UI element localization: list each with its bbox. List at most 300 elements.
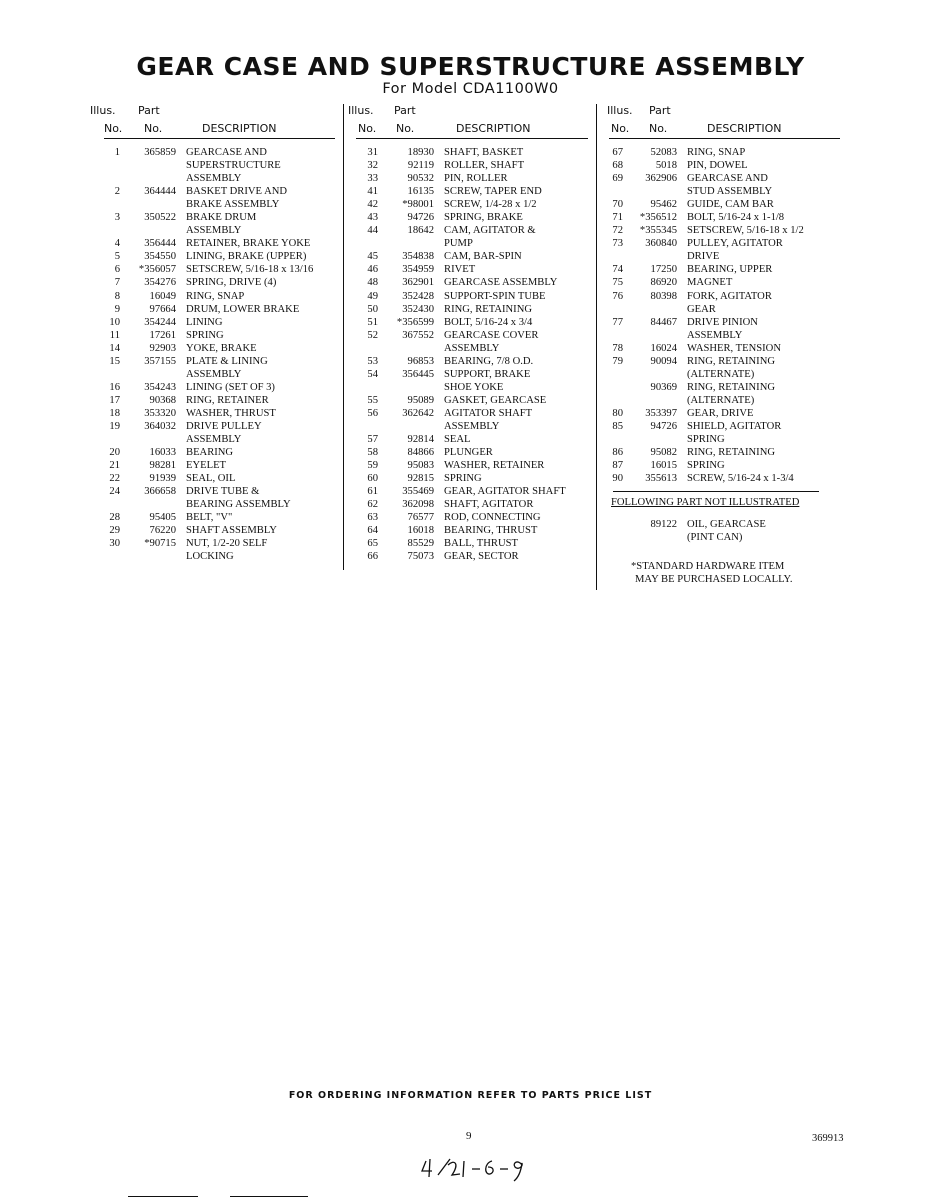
part-number bbox=[120, 224, 176, 237]
list-item bbox=[356, 537, 588, 550]
illus-number bbox=[609, 250, 623, 263]
part-number: 354550 bbox=[144, 251, 176, 263]
part-number: 364444 bbox=[144, 186, 176, 198]
list-item bbox=[104, 185, 335, 198]
part-description: SHAFT, AGITATOR bbox=[444, 499, 534, 511]
illus-number: 9 bbox=[114, 303, 120, 315]
illus-number: 43 bbox=[367, 212, 378, 224]
list-item bbox=[609, 290, 840, 303]
part-description: SHAFT, BASKET bbox=[444, 147, 524, 158]
list-item bbox=[104, 329, 335, 342]
part-number bbox=[120, 368, 176, 381]
list-item bbox=[609, 329, 840, 342]
illus-number: 54 bbox=[367, 368, 378, 380]
illus-number: 28 bbox=[109, 512, 120, 524]
part-description: BRAKE ASSEMBLY bbox=[186, 199, 280, 211]
part-number: *356057 bbox=[138, 264, 176, 276]
part-number: 97664 bbox=[149, 303, 176, 315]
part-description: RING, RETAINING bbox=[444, 303, 533, 315]
document-number: 369913 bbox=[812, 1133, 844, 1144]
part-number: 84866 bbox=[407, 447, 434, 459]
part-number: *355345 bbox=[639, 225, 677, 237]
part-number: 17250 bbox=[650, 264, 677, 276]
part-number: 353320 bbox=[144, 407, 176, 419]
illus-number: 7 bbox=[114, 277, 120, 289]
list-item bbox=[356, 498, 588, 511]
illus-number: 15 bbox=[109, 355, 120, 367]
illus-number: 49 bbox=[367, 290, 378, 302]
part-number: 95405 bbox=[149, 512, 176, 524]
list-item bbox=[104, 303, 335, 316]
part-description: PULLEY, AGITATOR bbox=[687, 238, 783, 250]
column-header bbox=[609, 104, 840, 139]
illus-number: 64 bbox=[367, 525, 378, 537]
part-description: RING, RETAINING bbox=[687, 355, 776, 367]
illus-no-header: No. bbox=[104, 122, 123, 135]
part-description: DRIVE TUBE & bbox=[186, 486, 260, 498]
part-description: ASSEMBLY bbox=[444, 342, 500, 354]
part-description: SUPPORT-SPIN TUBE bbox=[444, 290, 546, 302]
illus-number: 20 bbox=[109, 447, 120, 459]
part-description: LOCKING bbox=[186, 551, 234, 563]
part-number: 16049 bbox=[149, 290, 176, 302]
list-item bbox=[609, 368, 840, 381]
part-number: 354276 bbox=[144, 277, 176, 289]
list-item bbox=[104, 263, 335, 276]
list-item bbox=[104, 146, 335, 159]
list-item bbox=[104, 524, 335, 537]
illus-no-header: No. bbox=[611, 122, 630, 135]
part-description: RING, RETAINING bbox=[687, 447, 776, 459]
part-number: 95083 bbox=[407, 460, 434, 472]
part-number bbox=[623, 368, 677, 381]
illus-number: 67 bbox=[612, 147, 623, 158]
illus-number: 4 bbox=[114, 238, 120, 250]
part-description: RING, SNAP bbox=[186, 290, 245, 302]
part-description: SUPERSTRUCTURE bbox=[186, 160, 281, 172]
part-description: SCREW, 5/16-24 x 1-3/4 bbox=[687, 473, 794, 485]
part-number bbox=[623, 531, 677, 544]
illus-number: 14 bbox=[109, 342, 120, 354]
illus-number bbox=[356, 342, 378, 355]
list-item bbox=[104, 407, 335, 420]
part-number: 352428 bbox=[402, 290, 434, 302]
part-number: 16018 bbox=[407, 525, 434, 537]
list-item bbox=[104, 498, 335, 511]
part-description: BALL, THRUST bbox=[444, 538, 518, 550]
not-illustrated-section bbox=[609, 491, 840, 586]
part-description: RIVET bbox=[444, 264, 476, 276]
list-item bbox=[609, 172, 840, 185]
list-item bbox=[356, 381, 588, 394]
part-description: DRIVE PULLEY bbox=[186, 420, 262, 432]
illus-number: 58 bbox=[367, 447, 378, 459]
part-number: 364032 bbox=[144, 420, 176, 432]
part-number: 76220 bbox=[149, 525, 176, 537]
part-description: CAM, AGITATOR & bbox=[444, 225, 536, 237]
part-number bbox=[378, 237, 434, 250]
part-description: (ALTERNATE) bbox=[687, 394, 755, 406]
description-header: DESCRIPTION bbox=[202, 122, 277, 135]
part-number: 89122 bbox=[650, 519, 677, 531]
illus-number: 44 bbox=[367, 225, 378, 237]
part-number: 356444 bbox=[144, 238, 176, 250]
parts-list bbox=[609, 146, 840, 485]
illus-number: 72 bbox=[612, 225, 623, 237]
list-item bbox=[104, 394, 335, 407]
handwritten-mark bbox=[420, 1155, 530, 1188]
part-number: 16015 bbox=[650, 460, 677, 472]
list-item bbox=[609, 146, 840, 159]
part-number: *90715 bbox=[144, 538, 176, 550]
list-item bbox=[609, 159, 840, 172]
parts-list bbox=[356, 146, 588, 564]
column-header bbox=[90, 104, 335, 139]
part-number bbox=[120, 172, 176, 185]
part-description: ASSEMBLY bbox=[186, 225, 242, 237]
part-description: DRIVE bbox=[687, 251, 720, 263]
list-item bbox=[609, 420, 840, 433]
list-item bbox=[356, 511, 588, 524]
part-number: 92119 bbox=[407, 160, 434, 172]
part-number: 352430 bbox=[402, 303, 434, 315]
illus-number bbox=[609, 303, 623, 316]
illus-number: 21 bbox=[109, 460, 120, 472]
part-number: 85529 bbox=[407, 538, 434, 550]
illus-number: 24 bbox=[109, 486, 120, 498]
illus-number: 29 bbox=[109, 525, 120, 537]
illus-number: 46 bbox=[367, 264, 378, 276]
part-description: RING, SNAP bbox=[687, 147, 746, 158]
list-item bbox=[356, 459, 588, 472]
page-number: 9 bbox=[466, 1130, 472, 1142]
part-number bbox=[623, 329, 677, 342]
standard-hardware-note: *STANDARD HARDWARE ITEM bbox=[631, 561, 785, 573]
part-number: 16024 bbox=[650, 342, 677, 354]
illus-number: 80 bbox=[612, 407, 623, 419]
list-item bbox=[104, 381, 335, 394]
part-number: 95462 bbox=[650, 199, 677, 211]
list-item bbox=[356, 472, 588, 485]
part-number: 357155 bbox=[144, 355, 176, 367]
part-description: GEARCASE ASSEMBLY bbox=[444, 277, 558, 289]
illus-no-header: No. bbox=[358, 122, 377, 135]
purchase-locally-note: MAY BE PURCHASED LOCALLY. bbox=[635, 574, 793, 586]
illus-number bbox=[104, 550, 120, 563]
list-item bbox=[356, 342, 588, 355]
part-number: 354244 bbox=[144, 316, 176, 328]
part-number: 355469 bbox=[402, 486, 434, 498]
part-header: Part bbox=[138, 104, 160, 117]
part-number: 353397 bbox=[645, 407, 677, 419]
part-description: BRAKE DRUM bbox=[186, 212, 257, 224]
list-item bbox=[104, 355, 335, 368]
illus-number: 74 bbox=[612, 264, 623, 276]
list-item bbox=[356, 446, 588, 459]
list-item bbox=[609, 263, 840, 276]
list-item bbox=[104, 511, 335, 524]
list-item bbox=[104, 237, 335, 250]
part-no-header: No. bbox=[649, 122, 668, 135]
part-number: 355613 bbox=[645, 473, 677, 485]
part-number: 366658 bbox=[144, 486, 176, 498]
part-description: BEARING, 7/8 O.D. bbox=[444, 355, 534, 367]
illus-number: 18 bbox=[109, 407, 120, 419]
illus-number bbox=[356, 420, 378, 433]
part-number: 90532 bbox=[407, 173, 434, 185]
illus-number bbox=[609, 394, 623, 407]
list-item bbox=[356, 250, 588, 263]
part-description: WASHER, TENSION bbox=[687, 342, 781, 354]
part-number: 86920 bbox=[650, 277, 677, 289]
part-description: LINING bbox=[186, 316, 223, 328]
illus-number: 8 bbox=[114, 290, 120, 302]
illus-number: 90 bbox=[612, 473, 623, 485]
part-number bbox=[623, 250, 677, 263]
illus-number: 73 bbox=[612, 238, 623, 250]
list-item bbox=[356, 329, 588, 342]
part-description: YOKE, BRAKE bbox=[186, 342, 257, 354]
part-description: SETSCREW, 5/16-18 x 1/2 bbox=[687, 225, 804, 237]
illus-header: Illus. bbox=[90, 104, 116, 117]
illus-number bbox=[104, 368, 120, 381]
part-description: ASSEMBLY bbox=[186, 368, 242, 380]
list-item bbox=[104, 250, 335, 263]
illus-number bbox=[609, 531, 623, 544]
part-number bbox=[623, 433, 677, 446]
illus-number: 33 bbox=[367, 173, 378, 185]
part-description: PLATE & LINING bbox=[186, 355, 268, 367]
part-number bbox=[623, 185, 677, 198]
ordering-information-note: FOR ORDERING INFORMATION REFER TO PARTS PRICE LIST bbox=[288, 1090, 653, 1101]
list-item bbox=[104, 290, 335, 303]
illus-number: 3 bbox=[114, 212, 120, 224]
illus-number: 62 bbox=[367, 499, 378, 511]
illus-number: 2 bbox=[114, 186, 120, 198]
illus-number: 16 bbox=[109, 381, 120, 393]
part-number: 95082 bbox=[650, 447, 677, 459]
illus-number: 86 bbox=[612, 447, 623, 459]
part-number: 354959 bbox=[402, 264, 434, 276]
part-number: *98001 bbox=[402, 199, 434, 211]
list-item bbox=[104, 316, 335, 329]
list-item bbox=[104, 159, 335, 172]
part-header: Part bbox=[649, 104, 671, 117]
list-item bbox=[104, 459, 335, 472]
part-description: SCREW, 1/4-28 x 1/2 bbox=[444, 199, 537, 211]
part-number: 90094 bbox=[650, 355, 677, 367]
part-description: GUIDE, CAM BAR bbox=[687, 199, 774, 211]
part-description: PLUNGER bbox=[444, 447, 493, 459]
illus-number: 51 bbox=[367, 316, 378, 328]
illus-number bbox=[609, 381, 623, 394]
part-description: GEAR, SECTOR bbox=[444, 551, 519, 563]
illus-number: 63 bbox=[367, 512, 378, 524]
illus-number bbox=[609, 185, 623, 198]
parts-list bbox=[104, 146, 335, 564]
illus-number bbox=[104, 433, 120, 446]
illus-number: 57 bbox=[367, 434, 378, 446]
part-number bbox=[120, 159, 176, 172]
illus-number bbox=[104, 198, 120, 211]
illus-number: 87 bbox=[612, 460, 623, 472]
part-description: PUMP bbox=[444, 238, 473, 250]
list-item bbox=[609, 407, 840, 420]
part-description: PIN, DOWEL bbox=[687, 160, 748, 172]
illus-number: 59 bbox=[367, 460, 378, 472]
part-description: SHIELD, AGITATOR bbox=[687, 420, 782, 432]
part-number: 365859 bbox=[144, 147, 176, 158]
illus-number: 69 bbox=[612, 173, 623, 185]
part-number: 350522 bbox=[144, 212, 176, 224]
list-item bbox=[609, 518, 840, 531]
illus-number: 31 bbox=[367, 147, 378, 158]
illus-number bbox=[609, 518, 623, 531]
description-header: DESCRIPTION bbox=[456, 122, 531, 135]
list-item bbox=[104, 368, 335, 381]
parts-column-2 bbox=[348, 104, 588, 564]
illus-number: 6 bbox=[114, 264, 120, 276]
illus-number: 68 bbox=[612, 160, 623, 172]
list-item bbox=[356, 433, 588, 446]
part-number: 354838 bbox=[402, 251, 434, 263]
part-description: WASHER, THRUST bbox=[186, 407, 276, 419]
part-description: PIN, ROLLER bbox=[444, 173, 508, 185]
part-number bbox=[120, 433, 176, 446]
part-description: AGITATOR SHAFT bbox=[444, 407, 533, 419]
parts-column-3 bbox=[609, 104, 840, 586]
list-item bbox=[609, 355, 840, 368]
part-number: *356599 bbox=[396, 316, 434, 328]
list-item bbox=[356, 172, 588, 185]
list-item bbox=[104, 472, 335, 485]
bottom-rule bbox=[230, 1196, 308, 1197]
part-description: WASHER, RETAINER bbox=[444, 460, 545, 472]
column-divider-1 bbox=[343, 104, 344, 570]
list-item bbox=[609, 303, 840, 316]
list-item bbox=[356, 420, 588, 433]
list-item bbox=[104, 211, 335, 224]
part-number bbox=[378, 342, 434, 355]
column-header bbox=[348, 104, 588, 139]
list-item bbox=[356, 276, 588, 289]
part-description: GEAR, DRIVE bbox=[687, 407, 754, 419]
list-item bbox=[609, 250, 840, 263]
model-subtitle: For Model CDA1100W0 bbox=[382, 81, 559, 97]
part-number: 17261 bbox=[149, 329, 176, 341]
part-description: GEAR bbox=[687, 303, 716, 315]
list-item bbox=[609, 446, 840, 459]
part-description: BEARING ASSEMBLY bbox=[186, 499, 291, 511]
part-number: 362901 bbox=[402, 277, 434, 289]
part-no-header: No. bbox=[144, 122, 163, 135]
part-number: 5018 bbox=[655, 160, 677, 172]
part-description: STUD ASSEMBLY bbox=[687, 186, 773, 198]
part-description: SHOE YOKE bbox=[444, 381, 504, 393]
part-number: 96853 bbox=[407, 355, 434, 367]
illus-number: 50 bbox=[367, 303, 378, 315]
part-description: CAM, BAR-SPIN bbox=[444, 251, 522, 263]
part-description: BEARING, THRUST bbox=[444, 525, 538, 537]
illus-number: 45 bbox=[367, 251, 378, 263]
part-number: 356445 bbox=[402, 368, 434, 380]
part-description: OIL, GEARCASE bbox=[687, 519, 766, 531]
list-item bbox=[609, 224, 840, 237]
list-item bbox=[356, 316, 588, 329]
illus-number bbox=[609, 368, 623, 381]
list-item bbox=[609, 185, 840, 198]
part-description: SETSCREW, 5/16-18 x 13/16 bbox=[186, 264, 314, 276]
part-number bbox=[120, 550, 176, 563]
list-item bbox=[356, 550, 588, 563]
illus-number: 60 bbox=[367, 473, 378, 485]
part-number bbox=[623, 303, 677, 316]
part-description: SHAFT ASSEMBLY bbox=[186, 525, 277, 537]
part-description: LINING (SET OF 3) bbox=[186, 381, 275, 393]
part-description: ASSEMBLY bbox=[444, 420, 500, 432]
illus-number: 10 bbox=[109, 316, 120, 328]
part-description: DRIVE PINION bbox=[687, 316, 758, 328]
illus-number: 1 bbox=[114, 147, 120, 158]
list-item bbox=[356, 146, 588, 159]
part-number bbox=[378, 420, 434, 433]
part-description: SPRING, BRAKE bbox=[444, 212, 523, 224]
part-description: (PINT CAN) bbox=[687, 532, 743, 544]
list-item bbox=[609, 237, 840, 250]
part-number: 367552 bbox=[402, 329, 434, 341]
illus-number: 42 bbox=[367, 199, 378, 211]
list-item bbox=[356, 263, 588, 276]
part-number: 52083 bbox=[650, 147, 677, 158]
part-description: BEARING bbox=[186, 447, 234, 459]
list-item bbox=[104, 537, 335, 550]
illus-number: 78 bbox=[612, 342, 623, 354]
list-item bbox=[609, 459, 840, 472]
part-description: MAGNET bbox=[687, 277, 733, 289]
illus-number: 52 bbox=[367, 329, 378, 341]
part-number: 98281 bbox=[149, 460, 176, 472]
illus-number: 75 bbox=[612, 277, 623, 289]
page-title: GEAR CASE AND SUPERSTRUCTURE ASSEMBLY bbox=[136, 52, 805, 81]
part-number: 362642 bbox=[402, 407, 434, 419]
part-number: 95089 bbox=[407, 394, 434, 406]
part-description: SCREW, TAPER END bbox=[444, 186, 542, 198]
list-item bbox=[609, 381, 840, 394]
part-description: SEAL, OIL bbox=[186, 473, 236, 485]
illus-number: 32 bbox=[367, 160, 378, 172]
list-item bbox=[356, 524, 588, 537]
part-description: ROLLER, SHAFT bbox=[444, 160, 525, 172]
list-item bbox=[356, 485, 588, 498]
part-number bbox=[120, 198, 176, 211]
part-number: 16033 bbox=[149, 447, 176, 459]
list-item bbox=[609, 276, 840, 289]
part-description: BOLT, 5/16-24 x 1-1/8 bbox=[687, 212, 785, 224]
illus-number: 71 bbox=[612, 212, 623, 224]
part-number bbox=[623, 394, 677, 407]
part-header: Part bbox=[394, 104, 416, 117]
illus-number bbox=[356, 381, 378, 394]
illus-number: 55 bbox=[367, 394, 378, 406]
illus-number: 70 bbox=[612, 199, 623, 211]
part-number: 76577 bbox=[407, 512, 434, 524]
illus-number bbox=[609, 329, 623, 342]
list-item bbox=[356, 303, 588, 316]
illus-number: 79 bbox=[612, 355, 623, 367]
part-description: ASSEMBLY bbox=[186, 434, 242, 446]
part-description: SPRING bbox=[687, 434, 725, 446]
list-item bbox=[356, 368, 588, 381]
